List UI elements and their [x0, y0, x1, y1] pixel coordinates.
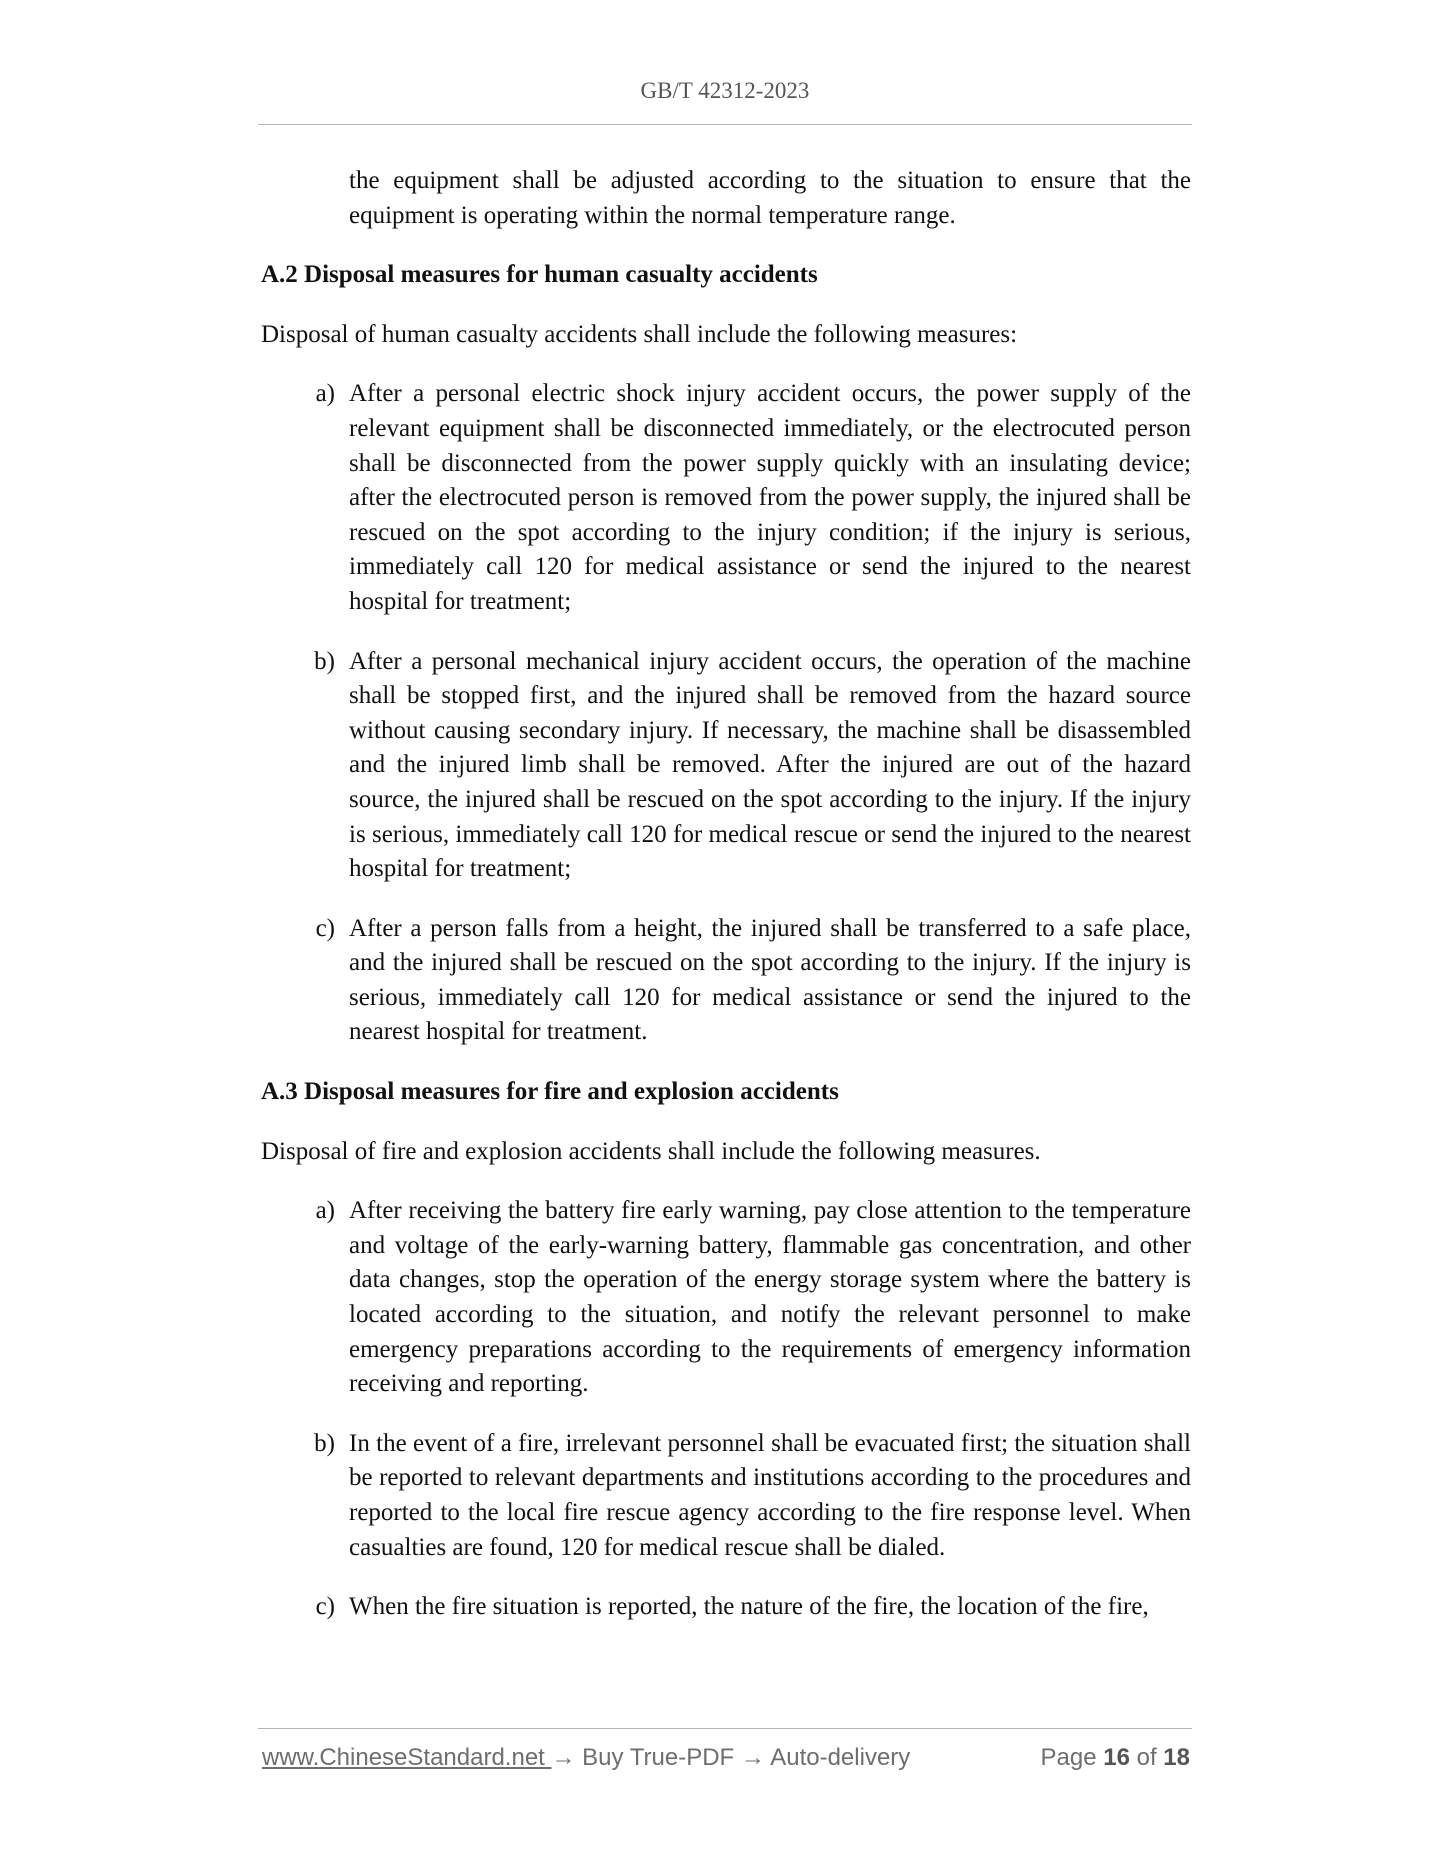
list-item-text: After a personal mechanical injury accident occurs, the operation of the machine shall be stopped first, and the injured shall be removed from the hazard source without causing secondary injury. If necessary, the machine shall be disassembled and the injured limb shall be removed. After the injured are out of the hazard source, the injured shall be rescued on the spot according to the injury. If the injury is serious, immediately call 120 for medical rescue or send the injured to the nearest hospital for treatment;: [349, 647, 1191, 883]
list-item: [261, 645, 1191, 887]
list-item-text: In the event of a fire, irrelevant personnel shall be evacuated first; the situation shall be reported to relevant departments and institutions according to the procedures and reported to the local fire rescue agency according to the fire response level. When casualties are found, 120 for medical rescue shall be dialed.: [349, 1429, 1191, 1561]
page-footer: [262, 1744, 1190, 1772]
footer-rule: [258, 1728, 1192, 1729]
list-marker: c): [315, 914, 335, 942]
section-heading: A.2 Disposal measures for human casualty accidents: [261, 261, 818, 289]
list-item: [261, 1427, 1191, 1565]
list-marker: a): [315, 1197, 335, 1225]
section-intro: Disposal of human casualty accidents shall include the following measures:: [261, 320, 1018, 348]
page-current: 16: [1103, 1744, 1130, 1771]
page-total: 18: [1163, 1744, 1190, 1771]
list-item-text: After receiving the battery fire early warning, pay close attention to the temperature and voltage of the early-warning battery, flammable gas concentration, and other data changes, stop the operation of the energy storage system where the battery is located according to the situation, and notify the relevant personnel to make emergency preparations according to the requirements of emergency information receiving and reporting.: [349, 1197, 1191, 1398]
list-item: [261, 912, 1191, 1050]
list-item-text: After a person falls from a height, the injured shall be transferred to a safe place, and the injured shall be rescued on the spot according to the injury. If the injury is serious, immediately call 120 for medical assistance or send the injured to the nearest hospital for treatment.: [349, 914, 1191, 1046]
list-item: [261, 377, 1191, 619]
delivery-text: Auto-delivery: [764, 1744, 911, 1771]
page-word: Page: [1040, 1744, 1097, 1771]
document-id-header: GB/T 42312-2023: [640, 78, 810, 103]
list-marker: b): [314, 1429, 335, 1457]
section-a2: [261, 258, 1191, 1050]
list-item-text: After a personal electric shock injury accident occurs, the power supply of the relevant equipment shall be disconnected immediately, or the electrocuted person shall be disconnected from the power supply quickly with an insulating device; after the electrocuted person is removed from the power supply, the injured shall be rescued on the spot according to the injury condition; if the injury is serious, immediately call 120 for medical assistance or send the injured to the nearest hospital for treatment;: [349, 380, 1191, 615]
section-intro: Disposal of fire and explosion accidents shall include the following measures.: [261, 1137, 1041, 1165]
arrow-right-icon: →: [740, 1744, 765, 1771]
site-link[interactable]: www.ChineseStandard.net: [262, 1744, 552, 1771]
of-word: of: [1136, 1744, 1157, 1771]
list-marker: a): [315, 380, 335, 408]
list-marker: b): [314, 647, 335, 675]
list-item: [261, 1194, 1191, 1402]
header-rule: [258, 124, 1192, 125]
list-item-text: When the fire situation is reported, the nature of the fire, the location of the fire,: [349, 1593, 1149, 1621]
arrow-right-icon: →: [551, 1744, 576, 1771]
list-item: [261, 1590, 1191, 1625]
section-heading: A.3 Disposal measures for fire and explosion accidents: [261, 1078, 839, 1106]
page-number: [1041, 1744, 1191, 1772]
section-a3: [261, 1075, 1191, 1625]
buy-text: Buy True-PDF: [575, 1744, 741, 1771]
list-marker: c): [315, 1593, 335, 1621]
footer-left: [262, 1744, 910, 1772]
document-body: [261, 164, 1191, 1625]
continuation-paragraph: the equipment shall be adjusted according to the situation to ensure that the equipment is operating within the normal temperature range.: [349, 167, 1191, 229]
